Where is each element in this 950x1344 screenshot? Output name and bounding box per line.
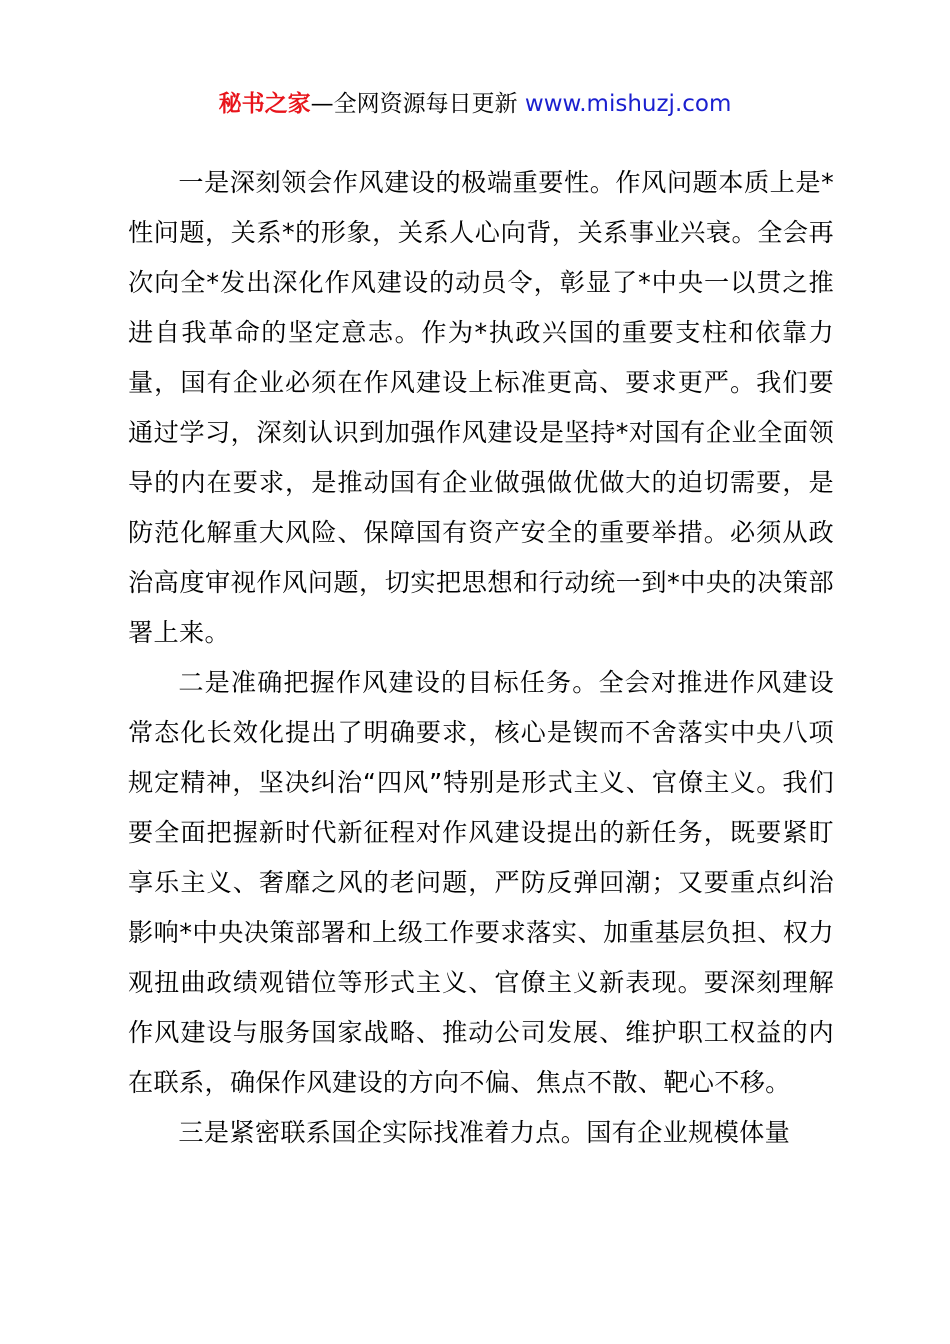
paragraph-2: 二是准确把握作风建设的目标任务。全会对推进作风建设常态化长效化提出了明确要求，核心是锲而不舍落实中央八项规定精神，坚决纠治“四风”特别是形式主义、官僚主义。我们要全面把握新时代新征程对作风建设提出的新任务，既要紧盯享乐主义、奢靡之风的老问题，严防反弹回潮；又要重点纠治影响*中央决策部署和上级工作要求落实、加重基层负担、权力观扭曲政绩观错位等形式主义、官僚主义新表现。要深刻理解作风建设与服务国家战略、推动公司发展、维护职工权益的内在联系，确保作风建设的方向不偏、焦点不散、靶心不移。	[128, 668, 834, 1097]
site-url-link[interactable]: www.mishuzj.com	[524, 91, 732, 117]
document-body	[128, 158, 834, 1158]
site-header	[0, 86, 950, 122]
paragraph-1: 一是深刻领会作风建设的极端重要性。作风问题本质上是*性问题，关系*的形象，关系人心向背，关系事业兴衰。全会再次向全*发出深化作风建设的动员令，彰显了*中央一以贯之推进自我革命的坚定意志。作为*执政兴国的重要支柱和依靠力量，国有企业必须在作风建设上标准更高、要求更严。我们要通过学习，深刻认识到加强作风建设是坚持*对国有企业全面领导的内在要求，是推动国有企业做强做优做大的迫切需要，是防范化解重大风险、保障国有资产安全的重要举措。必须从政治高度审视作风问题，切实把思想和行动统一到*中央的决策部署上来。	[128, 168, 834, 647]
paragraph-3: 三是紧密联系国企实际找准着力点。国有企业规模体量	[178, 1118, 791, 1147]
header-tagline: —全网资源每日更新	[310, 91, 518, 117]
brand-name: 秘书之家	[218, 91, 311, 117]
